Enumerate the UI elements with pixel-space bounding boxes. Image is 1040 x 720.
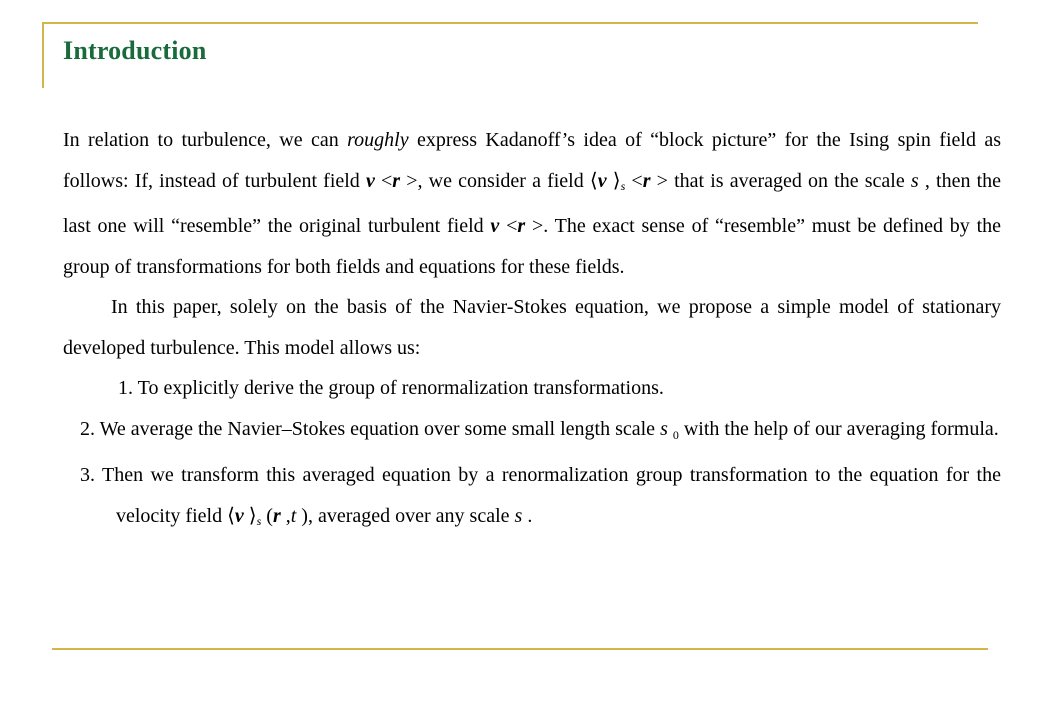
p1-text-6: . The exact sense of “resemble” must be defined by the group of transformations for both fields and equations for these fields. — [63, 215, 1002, 278]
math-s-2: s — [514, 504, 523, 527]
slide-title: Introduction — [63, 36, 207, 65]
math-averaged-v-rt: ⟨v $⟩_s$ (r ,t ) — [227, 504, 308, 528]
list-item-3 — [63, 455, 1001, 541]
item3-text-3: . — [522, 504, 533, 527]
p1-text-2: express Kadanoff’s idea of “block picture” for the Ising spin field as follows: If, instead of turbulent field — [63, 129, 1002, 192]
item2-text-1: 2. We average the Navier–Stokes equation over some small length scale — [80, 417, 661, 440]
p1-text-1: In relation to turbulence, we can — [63, 129, 348, 151]
math-v-of-r-2: v <r > — [490, 215, 544, 237]
item3-text-1: 3. Then we transform this averaged equation by a renormalization group transformation to the equation for the velocity field — [80, 464, 1001, 527]
p1-text-3: , we consider a field — [417, 169, 590, 192]
slide-body — [63, 120, 1001, 541]
math-s0: s $_0$ — [660, 417, 679, 442]
paragraph-1 — [63, 120, 1001, 287]
bottom-rule — [52, 648, 988, 650]
top-rule — [44, 22, 978, 24]
item3-text-2: , averaged over any scale — [307, 504, 515, 527]
left-rule — [42, 22, 44, 88]
math-s: s — [910, 169, 919, 192]
p1-text-4: that is averaged on the scale — [667, 169, 911, 192]
item2-text-2: with the help of our averaging formula. — [678, 417, 999, 440]
math-averaged-v: ⟨v $⟩_s <r$ > — [589, 169, 668, 193]
list-item-2 — [63, 409, 1001, 456]
p1-text-5: , then the last one will “resemble” the original turbulent field — [63, 169, 1002, 237]
paragraph-2: In this paper, solely on the basis of the Navier-Stokes equation, we propose a simple model of stationary developed turbulence. This model allows us: — [63, 296, 1001, 359]
p1-emphasis-roughly: roughly — [347, 129, 409, 151]
list-item-1: 1. To explicitly derive the group of renormalization transformations. — [118, 377, 664, 399]
math-v-of-r: v <r > — [365, 169, 418, 192]
